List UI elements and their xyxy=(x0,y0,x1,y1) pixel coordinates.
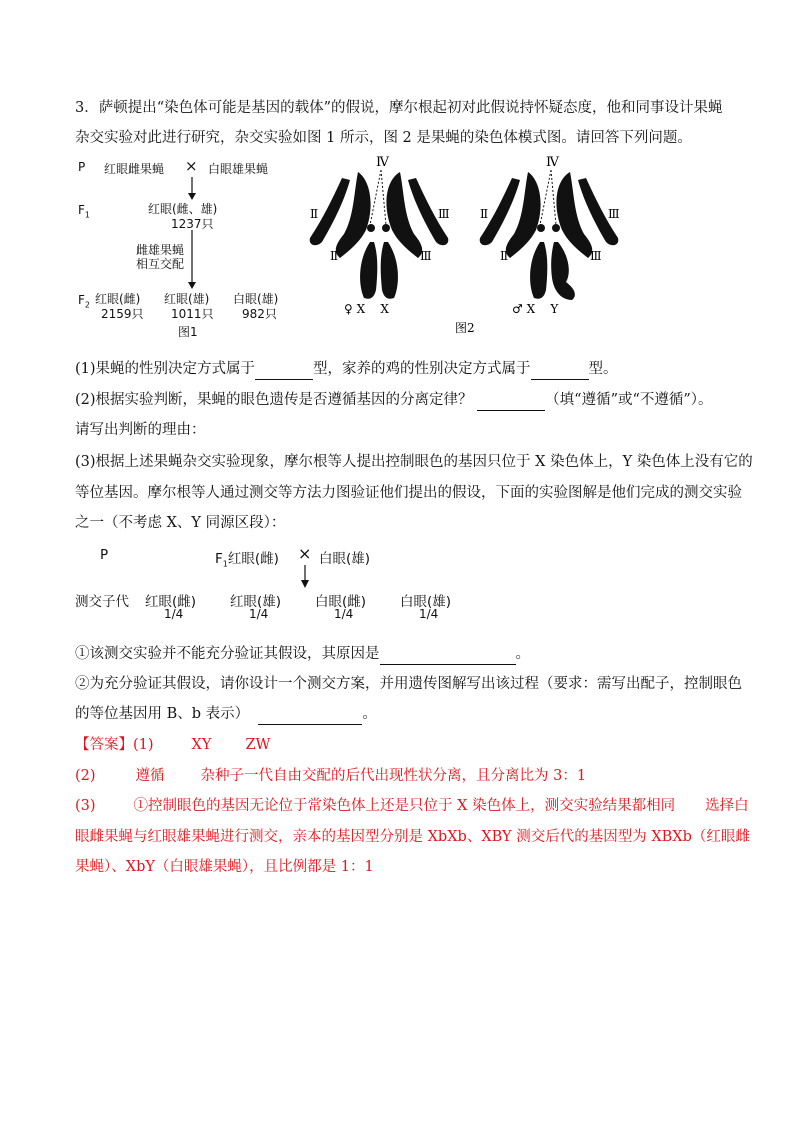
answer-3-line-1: (3) ①控制眼色的基因无论位于常染色体上还是只位于 X 染色体上，测交实验结果都相同 选择白 xyxy=(75,798,749,814)
female-iii-label: Ⅲ xyxy=(438,207,450,221)
answer-2-reason: 杂种子一代自由交配的后代出现性状分离，且分离比为 3：1 xyxy=(200,768,587,784)
q3b-line-2: 的等位基因用 B、b 表示） 。 xyxy=(75,704,377,725)
fig1-f2-red-female: 红眼(雌) xyxy=(95,292,141,306)
fig1-f2-white-male-count: 982只 xyxy=(242,307,277,321)
testcross-ratio-2: 1/4 xyxy=(249,607,269,621)
testcross-parent-2: 白眼(雄) xyxy=(319,551,371,567)
testcross-offspring-1: 红眼(雌) xyxy=(145,594,197,610)
female-ii-label: Ⅱ xyxy=(310,207,319,221)
female-sex-chromosome-label: ♀ X X xyxy=(344,302,389,316)
testcross-parent-1: $F_1$红眼(雌) xyxy=(215,551,279,569)
svg-text:Ⅱ: Ⅱ xyxy=(480,207,489,221)
fig1-f1-count: 1237只 xyxy=(171,217,214,231)
question-line-2: 杂交实验对此进行研究，杂交实验如图 1 所示，图 2 是果蝇的染色体模式图。请回答下列问题。 xyxy=(75,130,692,146)
male-chromosome-iv-label: Ⅳ xyxy=(546,155,559,170)
svg-text:Ⅱ: Ⅱ xyxy=(330,249,339,263)
female-x-right xyxy=(381,242,398,299)
fig1-f2-red-male-count: 1011只 xyxy=(171,307,214,321)
answer-3-line-3: 果蝇）、XbY（白眼雄果蝇），且比例都是 1：1 xyxy=(75,859,374,875)
fig1-caption: 图1 xyxy=(178,325,198,339)
fig1-f2-white-male: 白眼(雄) xyxy=(233,292,279,306)
fig1-p-male: 白眼雄果蝇 xyxy=(208,162,269,176)
question-line-1: 3．萨顿提出“染色体可能是基因的载体”的假说，摩尔根起初对此假说持怀疑态度，他和同事设计果蝇 xyxy=(75,100,723,116)
q3a-line: ①该测交实验并不能充分验证其假设，其原因是 。 xyxy=(75,644,530,665)
testcross-offspring-label: 测交子代 xyxy=(75,594,129,610)
figure-1 xyxy=(74,157,304,340)
q2-line-1: (2)根据实验判断，果蝇的眼色遗传是否遵循基因的分离定律？ （填“遵循”或“不遵循”）。 xyxy=(75,390,713,411)
q3-line-2: 等位基因。摩尔根等人通过测交等方法力图验证他们提出的假设，下面的实验图解是他们完成的测交实验 xyxy=(75,485,742,501)
answer-1-xy: XY xyxy=(191,737,212,753)
testcross-offspring-3: 白眼(雌) xyxy=(315,594,367,610)
fig1-p-female: 红眼雌果蝇 xyxy=(104,162,165,176)
male-sex-chromosome-label: ♂ X Y xyxy=(512,302,559,316)
answer-1-zw: ZW xyxy=(245,737,271,753)
q2-blank[interactable] xyxy=(477,390,545,411)
fig1-f1-phenotype: 红眼(雌、雄) xyxy=(148,202,218,216)
testcross-ratio-3: 1/4 xyxy=(334,607,354,621)
svg-text:Ⅲ: Ⅲ xyxy=(608,207,620,221)
answer-2: (2) 遵循 杂种子一代自由交配的后代出现性状分离，且分离比为 3：1 xyxy=(75,768,587,784)
fig2-caption: 图2 xyxy=(455,321,475,335)
svg-text:Ⅲ: Ⅲ xyxy=(420,249,432,263)
testcross-offspring-2: 红眼(雄) xyxy=(230,594,282,610)
male-karyotype xyxy=(480,155,620,316)
q1-blank-2[interactable] xyxy=(531,359,589,380)
male-x xyxy=(530,242,547,299)
q3b-line-1: ②为充分验证其假设，请你设计一个测交方案，并用遗传图解写出该过程（要求：需写出配子，控制眼色 xyxy=(75,676,742,692)
testcross-ratio-4: 1/4 xyxy=(419,607,439,621)
q3-line-1: (3)根据上述果蝇杂交实验现象，摩尔根等人提出控制眼色的基因只位于 X 染色体上，Y 染色体上没有它的 xyxy=(75,454,753,470)
answer-tag: 【答案】 xyxy=(75,737,133,753)
testcross-diagram xyxy=(75,545,495,625)
q3-line-3: 之一（不考虑 X、Y 同源区段）： xyxy=(75,515,286,531)
answer-2-result: 遵循 xyxy=(135,768,165,784)
testcross-cross-symbol: × xyxy=(298,544,312,563)
q1-line: (1)果蝇的性别决定方式属于 型，家养的鸡的性别决定方式属于 型。 xyxy=(75,359,618,380)
figure-2 xyxy=(300,150,640,340)
female-karyotype xyxy=(310,155,450,316)
testcross-p-label: P xyxy=(100,547,109,563)
q1-blank-1[interactable] xyxy=(255,359,313,380)
fig1-p-label: P xyxy=(78,160,86,174)
fig1-f2-red-male: 红眼(雄) xyxy=(164,292,210,306)
female-x-left xyxy=(360,242,377,299)
q2-line-2: 请写出判断的理由： xyxy=(75,422,206,438)
q3a-blank[interactable] xyxy=(380,644,516,665)
answer-1: 【答案】(1) XY ZW xyxy=(75,737,271,753)
fig1-mating-line-2: 相互交配 xyxy=(136,257,185,271)
answer-3-line-2: 眼雌果蝇与红眼雄果蝇进行测交，亲本的基因型分别是 XbXb、XBY 测交后代的基因型为 XBXb（红眼雌 xyxy=(75,829,750,845)
fig1-arrows xyxy=(74,160,304,340)
svg-text:Ⅲ: Ⅲ xyxy=(590,249,602,263)
fig1-f2-label: $F_2$ xyxy=(78,293,90,310)
fig1-f2-red-female-count: 2159只 xyxy=(101,307,144,321)
fig1-mating-line-1: 雌雄果蝇 xyxy=(136,243,185,257)
testcross-ratio-1: 1/4 xyxy=(164,607,184,621)
male-y xyxy=(551,242,575,300)
fig1-cross-symbol: × xyxy=(185,157,198,175)
female-chromosome-iv-label: Ⅳ xyxy=(376,155,389,170)
q3b-blank[interactable] xyxy=(258,704,362,725)
svg-text:Ⅱ: Ⅱ xyxy=(500,249,509,263)
fig1-f1-label: $F_1$ xyxy=(78,203,90,220)
testcross-offspring-4: 白眼(雄) xyxy=(400,594,452,610)
